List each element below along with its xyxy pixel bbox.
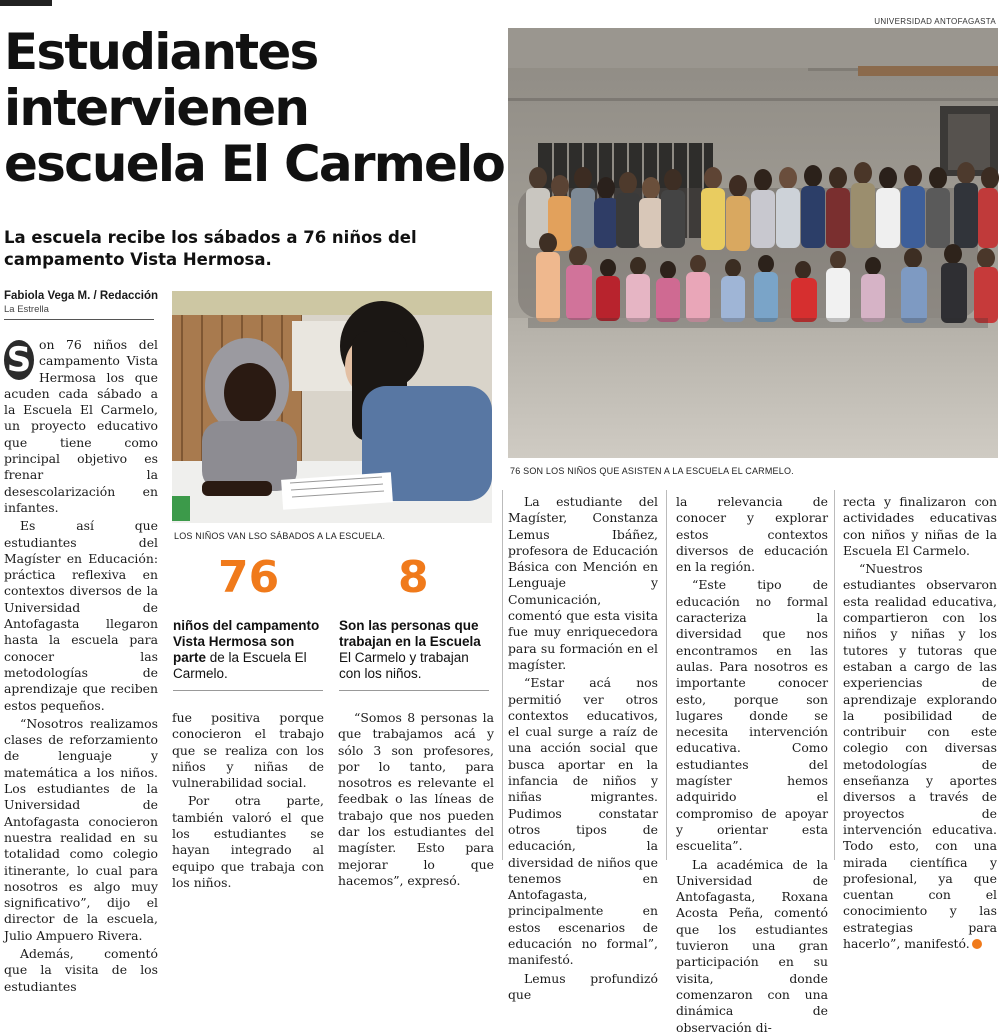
stat-rule [173,690,323,691]
article-paragraph: Por otra parte, también valoró el que los estudiantes se hayan integrado al equipo que trabaja con los niños. [172,793,324,890]
article-column-2 [172,710,324,891]
article-column-3 [338,710,494,889]
article-paragraph: “Este tipo de educación no formal caracteriza la diversidad que nos encontramos en las aulas. Para nosotros es importante conocer esto, porque son lugares donde se necesita intervención educativa. Como estudiantes del magíster hemos adquirido el compromiso de apoyar y orientar esta escuelita”. [676,577,828,854]
byline-rule [4,319,154,320]
article-column-4 [508,494,658,1003]
stat-text-normal: de la Escuela El Carmelo. [173,650,307,681]
tutor-photo-caption: LOS NIÑOS VAN LSO SÁBADOS A LA ESCUELA. [174,531,386,541]
source-tag: UNIVERSIDAD ANTOFAGASTA [874,17,996,26]
stat-text-normal: El Carmelo y trabajan con los niños. [339,650,469,681]
article-paragraph: S on 76 niños del campamento Vista Hermosa los que acuden cada sábado a la Escuela El Carmelo, un proyecto educativo que tiene como principal objetivo es frenar la desescolarización en infantes. [4,337,158,515]
stat-text-bold-tail: te [194,650,207,665]
top-bar [0,0,52,6]
headline [4,24,504,192]
article-paragraph: “Nuestros estudiantes observaron esta realidad educativa, compartieron con los niños y niñas y los tutores y tutoras que estaban a cargo de las experiencias de aprendizaje explorando la posibilidad de contribuir con este colegio con diversas metodologías de enseñanza y aportes diversos a través de proyectos de intervención educativa. Todo esto, con una mirada científica y profesional, ya que cuentan con el conocimiento y las estrategias para hacerlo”, manifestó. [843,561,997,952]
article-paragraph: “Nosotros realizamos clases de reforzamiento de lenguaje y matemática a los niños. Los estudiantes de la Universidad de Antofagasta conocieron nuestra realidad en su totalidad como colegio itinerante, lo cual para nosotros es algo muy significativo”, dijo el director de la escuela, Julio Ampuero Rivera. [4,715,158,943]
column-separator [834,490,835,860]
stat-text [339,618,491,682]
article-paragraph: La académica de la Universidad de Antofagasta, Roxana Acosta Peña, comentó que los estudiantes tuvieron una gran participación en su visita, donde comenzaron con una dinámica de observación di- [676,856,828,1035]
article-paragraph: La estudiante del Magíster, Constanza Lemus Ibáñez, profesora de Educación Básica con Mención en Lenguaje y Comunicación, comentó que esta visita fue muy enriquecedora para su formación en el magíster. [508,494,658,672]
stat-number: 76 [218,552,280,603]
article-paragraph: Es así que estudiantes del Magíster en Educación: práctica reflexiva en contextos diversos de la Universidad de Antofagasta llegaron hasta la escuela para conocer las metodologías de aprendizaje que reciben estos pequeños. [4,518,158,713]
article-paragraph: la relevancia de conocer y explorar estos contextos diversos de educación en la región. [676,494,828,575]
stat-text-bold: Son las personas que trabajan en la Escuela [339,618,481,649]
end-mark-icon [972,939,982,949]
stat-number: 8 [398,552,429,603]
stat-text [173,618,325,682]
column-separator [502,490,503,860]
group-photo [508,28,998,458]
column-separator [666,490,667,860]
dropcap: S [4,340,34,380]
article-column-6 [843,494,997,952]
article-column-5 [676,494,828,1036]
headline-line: Estudiantes [4,23,318,81]
byline-author: Fabiola Vega M. / Redacción [4,290,159,302]
group-photo-caption: 76 SON LOS NIÑOS QUE ASISTEN A LA ESCUELA EL CARMELO. [510,466,794,476]
group-photo-image [508,28,998,458]
subhead: La escuela recibe los sábados a 76 niños del campamento Vista Hermosa. [4,228,417,269]
article-paragraph: fue positiva porque conocieron el trabajo que se realiza con los niños y niñas de vulnerabilidad social. [172,710,324,791]
stat-text-bold: niños del campamento Vista Hermosa son par [173,618,320,665]
stat-rule [339,690,489,691]
article-column-1 [4,337,158,995]
tutor-photo-image [172,291,492,523]
article-paragraph: Lemus profundizó que [508,970,658,1002]
tutor-photo [172,291,492,523]
article-paragraph: Además, comentó que la visita de los estudiantes [4,945,158,994]
byline-outlet: La Estrella [4,304,49,315]
article-paragraph: recta y finalizaron con actividades educativas con niños y niñas de la Escuela El Carmelo. [843,494,997,558]
headline-line: intervienen [4,79,309,137]
headline-line: escuela El Carmelo [4,135,504,193]
article-paragraph: “Somos 8 personas la que trabajamos acá y sólo 3 son profesores, por lo tanto, para nosotros es relevante el feedbak o las líneas de trabajo que nos pueden dar los estudiantes del magíster. Esto para mejorar lo que hacemos”, expresó. [338,710,494,888]
article-paragraph: “Estar acá nos permitió ver otros contextos educativos, el cual surge a raíz de una acción social que busca aportar en la infancia de niños y niñas migrantes. Pudimos constatar otros tipos de educación, la diversidad de niños que tenemos en Antofagasta, principalmente en estos escenarios de educación no formal”, manifestó. [508,675,658,968]
